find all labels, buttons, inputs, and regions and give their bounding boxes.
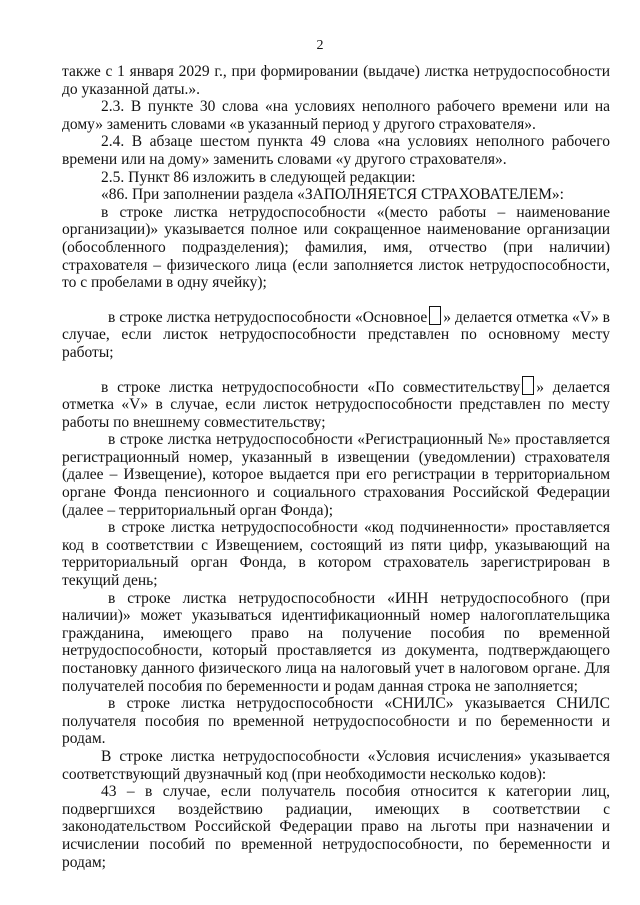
paragraph-main-job	[62, 306, 610, 362]
checkbox-main-job	[429, 306, 441, 325]
paragraph-place-of-work: в строке листка нетрудоспособности «(место работы – наименование организации)» указывается полное или сокращенное наименование организации (обособленного подразделения); фамилия, имя, отчество (при наличии) страхователя – физического лица (если заполняется листок нетрудоспособности, то с пробелами в одну ячейку);	[62, 203, 610, 292]
paragraph-86-heading: «86. При заполнении раздела «ЗАПОЛНЯЕТСЯ СТРАХОВАТЕЛЕМ»:	[101, 186, 564, 204]
paragraph-2-4: 2.4. В абзаце шестом пункта 49 слова «на условиях неполного рабочего времени или на дому» заменить словами «у другого страхователя».	[62, 133, 610, 168]
page-number: 2	[316, 38, 324, 53]
paragraph-snils: в строке листка нетрудоспособности «СНИЛС» указывается СНИЛС получателя пособия по временной нетрудоспособности и по беременности и родам.	[62, 695, 610, 748]
paragraph-part-time	[62, 376, 610, 432]
paragraph-code-43: 43 – в случае, если получатель пособия относится к категории лиц, подвергшихся воздействию радиации, имеющих в соответствии с законодательством Российской Федерации право на льготы при назначении и исчислении пособий по временной нетрудоспособности, по беременности и родам;	[62, 783, 610, 871]
checkbox-part-time	[522, 376, 534, 395]
document-body	[62, 63, 610, 871]
paragraph-calculation-conditions: В строке листка нетрудоспособности «Условия исчисления» указывается соответствующий двузначный код (при необходимости несколько кодов):	[62, 747, 610, 783]
paragraph-inn: в строке листка нетрудоспособности «ИНН нетрудоспособного (при наличии)» может указываться идентификационный номер налогоплательщика гражданина, имеющего право на получение пособия по временной нетрудоспособности, который проставляется из документа, подтверждающего постановку данного физического лица на налоговый учет в налоговом органе. Для получателей пособия по беременности и родам данная строка не заполняется;	[62, 589, 610, 695]
part-time-text-end: » делается отметка «V» в случае, если листок нетрудоспособности представлен по месту работы по внешнему совместительству;	[62, 378, 611, 431]
paragraph-registration-number: в строке листка нетрудоспособности «Регистрационный №» проставляется регистрационный номер, указанный в извещении (уведомлении) страхователя (далее – Извещение), которое выдается при его регистрации в территориальном органе Фонда пенсионного и социального страхования Российской Федерации (далее – территориальный орган Фонда);	[62, 431, 610, 519]
paragraph-2-3: 2.3. В пункте 30 слова «на условиях неполного рабочего времени или на дому» заменить словами «в указанный период у другого страхователя».	[62, 98, 610, 133]
part-time-text-start: в строке листка нетрудоспособности «По совместительству	[101, 378, 521, 396]
main-job-text-start: в строке листка нетрудоспособности «Основное	[108, 308, 428, 326]
paragraph-2-5: 2.5. Пункт 86 изложить в следующей редакции:	[101, 168, 416, 186]
main-job-text-end: » делается отметка «V» в случае, если листок нетрудоспособности представлен по основному месту работы;	[62, 308, 611, 361]
paragraph-subordination-code: в строке листка нетрудоспособности «код подчиненности» проставляется код в соответствии с Извещением, состоящий из пяти цифр, указывающий на территориальный орган Фонда, в котором страхователь зарегистрирован в текущий день;	[62, 519, 610, 590]
paragraph-continuation: также с 1 января 2029 г., при формировании (выдаче) листка нетрудоспособности до указанной даты.».	[62, 63, 610, 98]
